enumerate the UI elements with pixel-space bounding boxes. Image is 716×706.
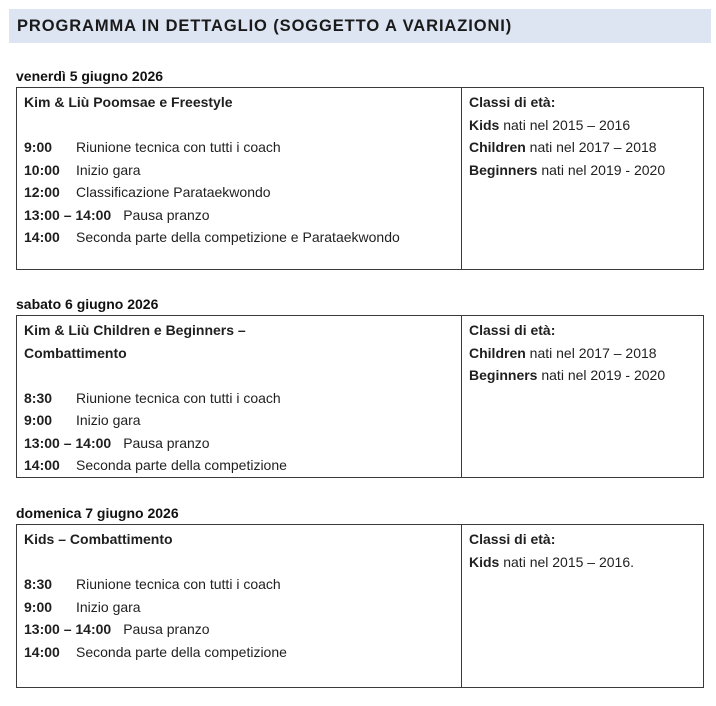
schedule-row [24,432,455,455]
age-classes-title: Classi di età: [469,94,556,110]
schedule-activity: Riunione tecnica con tutti i coach [76,139,281,155]
schedule-row [24,573,455,596]
schedule-row [24,641,455,664]
schedule-activity: Riunione tecnica con tutti i coach [76,576,281,592]
schedule-activity: Pausa pranzo [123,434,210,451]
schedule-row [24,136,455,159]
schedule-row [24,618,455,641]
schedule-time: 9:00 [24,139,53,155]
age-classes-title: Classi di età: [469,531,556,547]
schedule-cell [17,88,462,269]
schedule-time: 14:00 [24,457,60,473]
age-class-years: nati nel 2015 – 2016. [503,553,635,570]
age-class-name: Children [469,344,526,361]
age-classes-cell [462,316,703,477]
schedule-time: 13:00 – 14:00 [24,621,112,637]
age-class-years: nati nel 2019 - 2020 [541,367,666,383]
age-class-name: Children [469,139,526,155]
age-class-name: Kids [469,553,500,570]
schedule-time: 13:00 – 14:00 [24,206,112,223]
schedule-row [24,226,455,249]
age-class-name: Kids [469,116,500,133]
schedule-time: 8:30 [24,389,53,406]
schedule-activity: Pausa pranzo [123,621,210,637]
age-class-years: nati nel 2017 – 2018 [529,139,657,155]
section-banner [9,9,711,43]
schedule-activity: Riunione tecnica con tutti i coach [76,389,281,406]
schedule-time: 9:00 [24,412,53,428]
day-table [16,87,704,270]
day-date: domenica 7 giugno 2026 [16,505,179,521]
schedule-cell [17,525,462,687]
schedule-time: 9:00 [24,598,53,615]
schedule-time: 8:30 [24,576,53,592]
day-date: venerdì 5 giugno 2026 [16,68,164,84]
day-table [16,524,704,688]
schedule-time: 14:00 [24,229,60,245]
schedule-activity: Pausa pranzo [123,206,210,223]
schedule-row [24,204,455,227]
schedule-time: 12:00 [24,184,60,200]
schedule-activity: Classificazione Parataekwondo [76,184,271,200]
page-title: PROGRAMMA IN DETTAGLIO (SOGGETTO A VARIAZIONI) [17,16,513,35]
schedule-activity: Seconda parte della competizione [76,457,287,473]
age-classes-cell [462,525,703,687]
schedule-activity: Seconda parte della competizione [76,643,287,660]
day-section-sunday [16,504,704,688]
day-section-friday [16,67,704,270]
event-title-line-1: Kim & Liù Children e Beginners – [24,322,246,338]
schedule-time: 14:00 [24,643,60,660]
age-classes-title: Classi di età: [469,322,556,338]
schedule-cell [17,316,462,477]
schedule-activity: Inizio gara [76,598,141,615]
age-class-row [469,159,697,182]
day-section-saturday [16,295,704,478]
event-title: Kids – Combattimento [24,531,173,547]
age-class-row [469,136,697,159]
age-class-years: nati nel 2017 – 2018 [529,344,657,361]
age-class-row [469,342,697,365]
schedule-row [24,387,455,410]
age-class-years: nati nel 2019 - 2020 [541,161,666,178]
schedule-row [24,159,455,182]
schedule-row [24,181,455,204]
age-class-name: Beginners [469,367,538,383]
schedule-activity: Seconda parte della competizione e Parataekwondo [76,229,400,245]
day-date: sabato 6 giugno 2026 [16,296,159,312]
day-table [16,315,704,478]
age-class-row [469,114,697,137]
schedule-activity: Inizio gara [76,161,141,178]
age-class-row [469,551,697,574]
event-title: Kim & Liù Poomsae e Freestyle [24,94,233,110]
schedule-activity: Inizio gara [76,412,141,428]
age-class-years: nati nel 2015 – 2016 [503,116,631,133]
age-class-name: Beginners [469,161,538,178]
schedule-row [24,454,455,477]
event-title-line-2: Combattimento [24,344,127,361]
schedule-row [24,409,455,432]
age-classes-cell [462,88,703,269]
schedule-row [24,596,455,619]
schedule-time: 13:00 – 14:00 [24,434,112,451]
age-class-row [469,364,697,387]
schedule-time: 10:00 [24,161,60,178]
